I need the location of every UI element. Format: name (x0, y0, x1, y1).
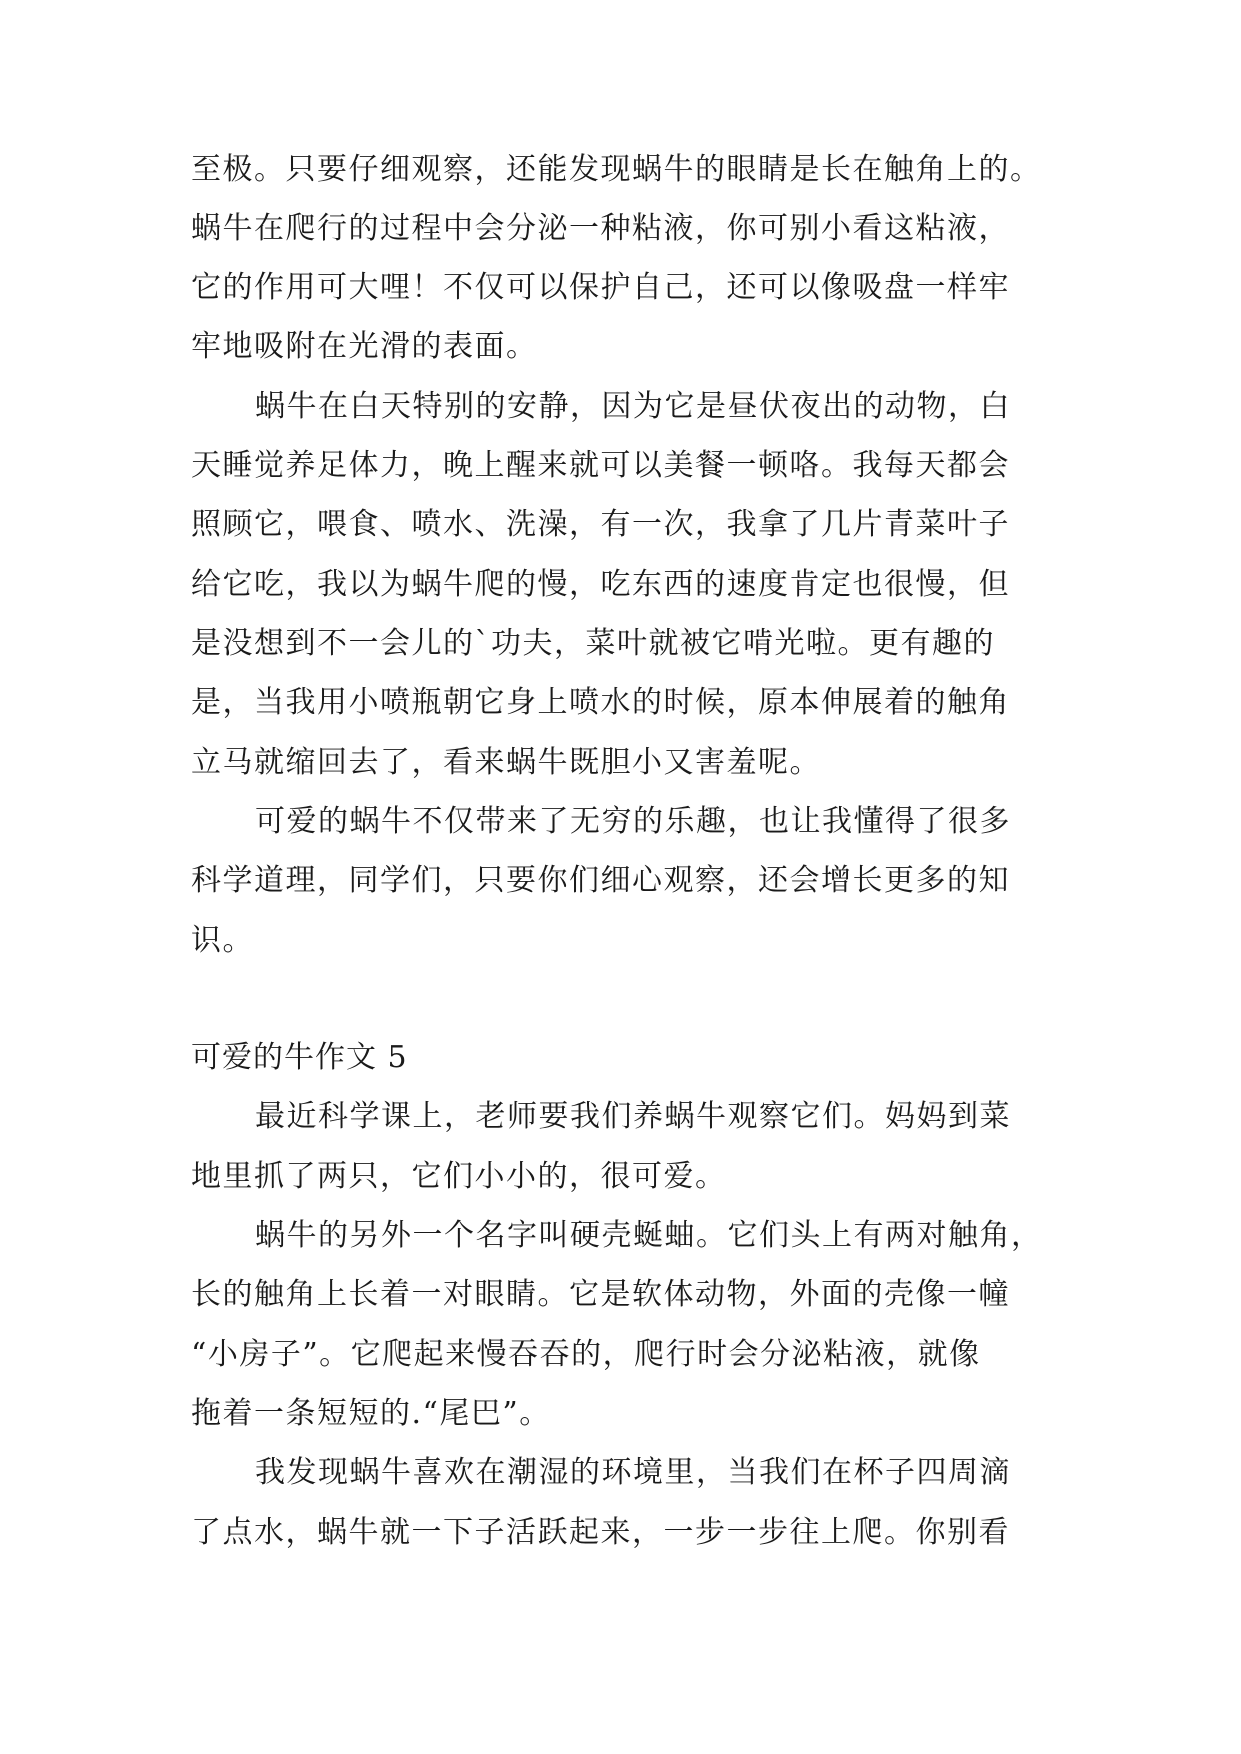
paragraph-line: 牢地吸附在光滑的表面。 (191, 329, 538, 364)
paragraph-line: 我发现蜗牛喜欢在潮湿的环境里，当我们在杯子四周滴 (255, 1455, 1011, 1490)
paragraph-line: “小房子”。它爬起来慢吞吞的，爬行时会分泌粘液，就像 (191, 1337, 981, 1372)
paragraph-line: 拖着一条短短的.“尾巴”。 (191, 1396, 551, 1431)
paragraph-line: 是，当我用小喷瓶朝它身上喷水的时候，原本伸展着的触角 (191, 685, 1010, 720)
paragraph-line: 识。 (191, 923, 254, 958)
paragraph-line: 蜗牛的另外一个名字叫硬壳蜒蚰。它们头上有两对触角， (255, 1218, 1043, 1253)
paragraph-line: 它的作用可大哩！不仅可以保护自己，还可以像吸盘一样牢 (191, 270, 1010, 305)
paragraph-line: 最近科学课上，老师要我们养蜗牛观察它们。妈妈到菜 (255, 1099, 1011, 1134)
paragraph-line: 了点水，蜗牛就一下子活跃起来，一步一步往上爬。你别看 (191, 1515, 1010, 1550)
paragraph-line: 是没想到不一会儿的`功夫，菜叶就被它啃光啦。更有趣的 (191, 626, 995, 661)
paragraph-line: 蜗牛在爬行的过程中会分泌一种粘液，你可别小看这粘液， (191, 211, 1010, 246)
paragraph-line: 可爱的蜗牛不仅带来了无穷的乐趣，也让我懂得了很多 (255, 804, 1011, 839)
paragraph-line: 照顾它，喂食、喷水、洗澡，有一次，我拿了几片青菜叶子 (191, 507, 1010, 542)
paragraph-line: 蜗牛在白天特别的安静，因为它是昼伏夜出的动物，白 (255, 389, 1011, 424)
paragraph-line: 给它吃，我以为蜗牛爬的慢，吃东西的速度肯定也很慢，但 (191, 567, 1010, 602)
paragraph-line: 科学道理，同学们，只要你们细心观察，还会增长更多的知 (191, 863, 1010, 898)
essay-title: 可爱的牛作文 5 (191, 1040, 408, 1075)
paragraph-line: 长的触角上长着一对眼睛。它是软体动物，外面的壳像一幢 (191, 1277, 1010, 1312)
paragraph-line: 地里抓了两只，它们小小的，很可爱。 (191, 1159, 727, 1194)
paragraph-line: 至极。只要仔细观察，还能发现蜗牛的眼睛是长在触角上的。 (191, 152, 1042, 187)
paragraph-line: 立马就缩回去了，看来蜗牛既胆小又害羞呢。 (191, 745, 821, 780)
paragraph-line: 天睡觉养足体力，晚上醒来就可以美餐一顿咯。我每天都会 (191, 448, 1010, 483)
